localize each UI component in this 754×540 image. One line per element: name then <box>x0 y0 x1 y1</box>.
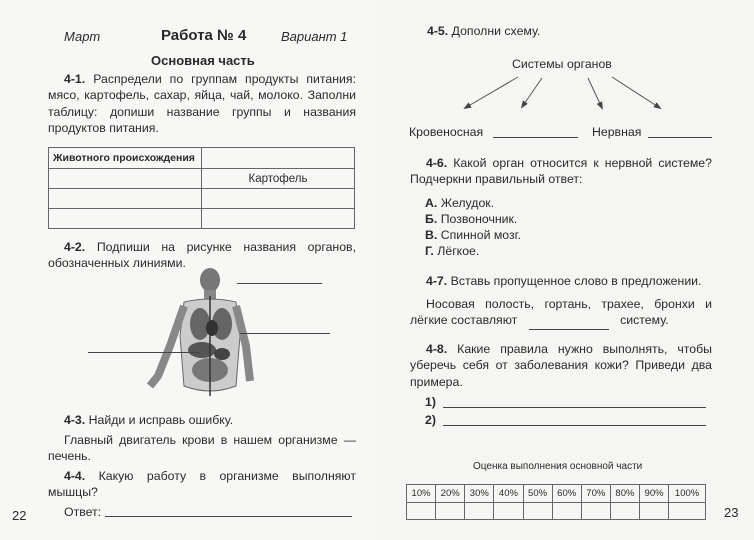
task-text: Какой орган относится к нервной системе? Подчеркни правильный ответ: <box>410 156 712 187</box>
task-text: Дополни схему. <box>451 24 541 38</box>
answer-line[interactable] <box>443 425 706 426</box>
grade-mark-cell[interactable] <box>465 503 494 520</box>
table-cell[interactable] <box>49 209 202 229</box>
task-4-7 <box>410 273 712 289</box>
task-number: 4-5. <box>427 24 449 38</box>
grade-percent-cell: 80% <box>610 485 639 503</box>
organ-label-line[interactable] <box>240 333 330 334</box>
grade-title: Оценка выполнения основной части <box>473 461 643 472</box>
missing-word-blank[interactable] <box>529 312 609 329</box>
scheme-blank[interactable] <box>648 137 712 138</box>
arrow <box>465 77 518 108</box>
task-text: Подпиши на рисунке названия органов, обозначенных линиями. <box>48 240 356 271</box>
task-number: 4-1. <box>64 72 86 86</box>
task-4-7-sentence: Носовая полость, гортань, трахее, бронхи и лёгкие составляют систему. <box>410 296 712 330</box>
work-title: Работа № 4 <box>161 27 247 44</box>
grade-percent-cell: 60% <box>552 485 581 503</box>
table-cell[interactable] <box>202 209 355 229</box>
task-number: 4-7. <box>426 274 448 288</box>
task-text: Какую работу в организме выполняют мышцы? <box>48 469 356 500</box>
grade-mark-cell[interactable] <box>407 503 436 520</box>
grade-mark-cell[interactable] <box>436 503 465 520</box>
section-title: Основная часть <box>151 53 255 68</box>
answer-option[interactable]: Б. Позвоночник. <box>425 212 518 226</box>
grade-percent-cell: 30% <box>465 485 494 503</box>
grade-percent-cell: 20% <box>436 485 465 503</box>
table-cell[interactable] <box>202 189 355 209</box>
item-1-label: 1) <box>425 395 436 409</box>
variant-label: Вариант 1 <box>281 29 348 44</box>
food-table <box>48 147 355 229</box>
task-number: 4-8. <box>426 342 448 356</box>
table-cell[interactable] <box>49 189 202 209</box>
task-4-6 <box>410 155 712 188</box>
answer-line[interactable] <box>105 516 352 517</box>
table-cell[interactable] <box>202 148 355 169</box>
grade-table <box>406 484 706 520</box>
grade-mark-cell[interactable] <box>610 503 639 520</box>
human-organs-illustration <box>140 266 260 408</box>
grade-percent-cell: 50% <box>523 485 552 503</box>
organ-label-line[interactable] <box>88 352 200 353</box>
grade-mark-cell[interactable] <box>552 503 581 520</box>
grade-mark-cell[interactable] <box>669 503 706 520</box>
grade-mark-cell[interactable] <box>494 503 523 520</box>
arrow <box>588 78 602 108</box>
grade-percent-cell: 40% <box>494 485 523 503</box>
table-cell[interactable] <box>49 169 202 189</box>
task-number: 4-6. <box>426 156 448 170</box>
answer-line[interactable] <box>443 407 706 408</box>
grade-mark-cell[interactable] <box>640 503 669 520</box>
item-2-label: 2) <box>425 413 436 427</box>
task-number: 4-3. <box>64 413 86 427</box>
task-4-4 <box>48 468 356 501</box>
table-cell: Картофель <box>202 169 355 189</box>
scheme-blank[interactable] <box>493 137 578 138</box>
scheme-leaf-nervous: Нервная <box>592 125 642 139</box>
answer-option[interactable]: В. Спинной мозг. <box>425 228 522 242</box>
task-4-3-statement: Главный двигатель крови в нашем организме — печень. <box>48 433 356 464</box>
task-text: Распредели по группам продукты питания: мясо, картофель, сахар, яйца, чай, молоко. Заполни таблицу: допиши название группы и названия продуктов питания. <box>48 72 356 135</box>
task-number: 4-2. <box>64 240 86 254</box>
page-number: 22 <box>12 508 27 523</box>
task-4-5 <box>427 24 540 38</box>
grade-mark-cell[interactable] <box>523 503 552 520</box>
page-number: 23 <box>724 505 739 520</box>
table-cell: Животного происхождения <box>49 148 202 169</box>
task-text: Найди и исправь ошибку. <box>88 413 234 427</box>
answer-option[interactable]: А. Желудок. <box>425 196 495 210</box>
task-number: 4-4. <box>64 469 86 483</box>
answer-label: Ответ: <box>64 505 102 519</box>
grade-mark-cell[interactable] <box>581 503 610 520</box>
scheme-arrows <box>460 74 680 114</box>
scheme-root: Системы органов <box>512 57 612 71</box>
grade-percent-cell: 90% <box>640 485 669 503</box>
month-label: Март <box>64 29 101 44</box>
arrow <box>522 78 542 107</box>
task-4-8 <box>410 341 712 390</box>
arrow <box>612 77 660 108</box>
grade-percent-cell: 70% <box>581 485 610 503</box>
organ-label-line[interactable] <box>237 283 322 284</box>
task-4-3 <box>48 412 356 428</box>
grade-percent-cell: 10% <box>407 485 436 503</box>
scheme-leaf-circulatory: Кровеносная <box>409 125 484 139</box>
answer-option[interactable]: Г. Лёгкое. <box>425 244 480 258</box>
task-text: Вставь пропущенное слово в предложении. <box>450 274 702 288</box>
grade-percent-cell: 100% <box>669 485 706 503</box>
task-4-1 <box>48 71 356 136</box>
task-text: Какие правила нужно выполнять, чтобы уберечь себя от заболевания кожи? Приведи два примера. <box>410 342 712 389</box>
